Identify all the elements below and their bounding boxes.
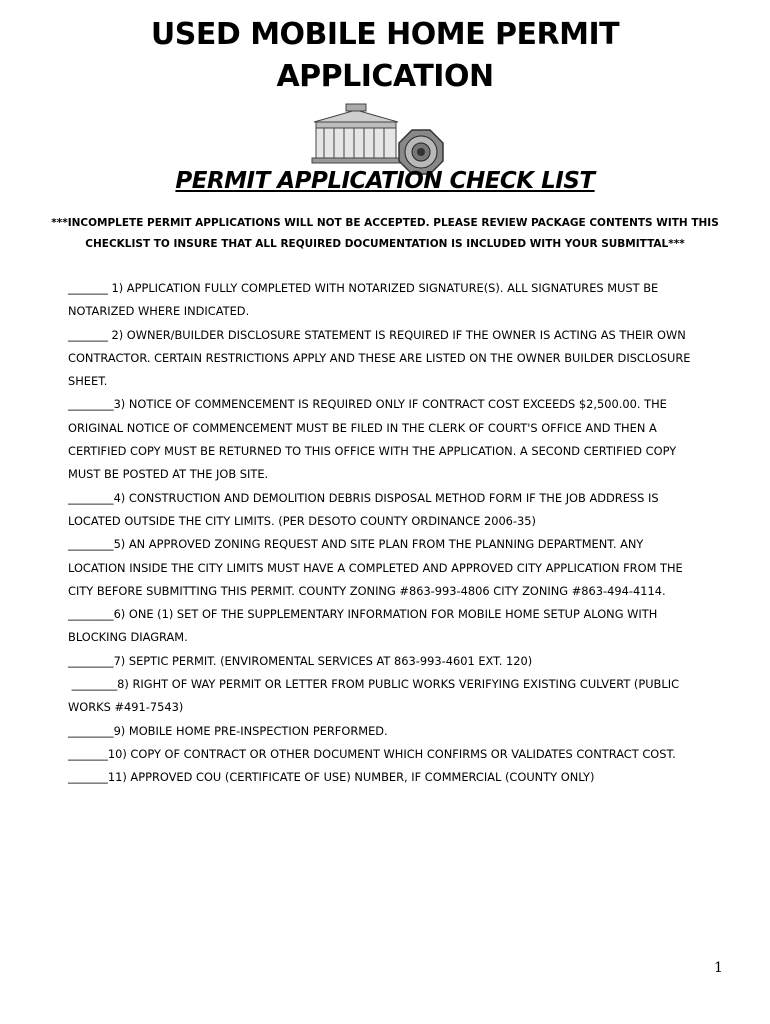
warning-line-1: ***INCOMPLETE PERMIT APPLICATIONS WILL NOT BE ACCEPTED. PLEASE REVIEW PACKAGE CONTENTS WITH THIS bbox=[51, 217, 719, 229]
checklist-item-2 bbox=[68, 324, 738, 394]
checklist-line: WORKS #491-7543) bbox=[68, 700, 184, 715]
checklist-item-3 bbox=[68, 393, 738, 486]
checklist-line: ________4) CONSTRUCTION AND DEMOLITION DEBRIS DISPOSAL METHOD FORM IF THE JOB ADDRESS IS bbox=[68, 490, 659, 505]
checklist-line: CERTIFIED COPY MUST BE RETURNED TO THIS OFFICE WITH THE APPLICATION. A SECOND CERTIFIED COPY bbox=[68, 444, 677, 459]
checklist-line: _______10) COPY OF CONTRACT OR OTHER DOCUMENT WHICH CONFIRMS OR VALIDATES CONTRACT COST. bbox=[68, 746, 676, 761]
checklist-item-5 bbox=[68, 533, 738, 603]
checklist-line: CITY BEFORE SUBMITTING THIS PERMIT. COUNTY ZONING #863-993-4806 CITY ZONING #863-494-4114. bbox=[68, 583, 666, 598]
checklist-line: _______ 2) OWNER/BUILDER DISCLOSURE STATEMENT IS REQUIRED IF THE OWNER IS ACTING AS THEIR OWN bbox=[68, 327, 686, 342]
checklist-line: NOTARIZED WHERE INDICATED. bbox=[68, 304, 250, 319]
checklist-line: ________9) MOBILE HOME PRE-INSPECTION PERFORMED. bbox=[68, 723, 388, 738]
checklist-line: MUST BE POSTED AT THE JOB SITE. bbox=[68, 467, 269, 482]
checklist-item-10 bbox=[68, 743, 738, 766]
checklist-item-11 bbox=[68, 766, 738, 789]
checklist-item-8 bbox=[68, 673, 738, 720]
checklist-line: LOCATION INSIDE THE CITY LIMITS MUST HAVE A COMPLETED AND APPROVED CITY APPLICATION FROM THE bbox=[68, 560, 683, 575]
incomplete-application-warning bbox=[20, 213, 750, 255]
checklist-item-1 bbox=[68, 277, 738, 324]
checklist-item-9 bbox=[68, 720, 738, 743]
checklist-line: _______ 1) APPLICATION FULLY COMPLETED WITH NOTARIZED SIGNATURE(S). ALL SIGNATURES MUST BE bbox=[68, 281, 659, 295]
checklist-line: ________3) NOTICE OF COMMENCEMENT IS REQUIRED ONLY IF CONTRACT COST EXCEEDS $2,500.00. THE bbox=[68, 397, 667, 412]
checklist-item-4 bbox=[68, 487, 738, 534]
checklist-line: _______11) APPROVED COU (CERTIFICATE OF USE) NUMBER, IF COMMERCIAL (COUNTY ONLY) bbox=[68, 770, 595, 785]
checklist-line: ________6) ONE (1) SET OF THE SUPPLEMENTARY INFORMATION FOR MOBILE HOME SETUP ALONG WITH bbox=[68, 607, 658, 622]
checklist-item-7 bbox=[68, 650, 738, 673]
checklist-line: BLOCKING DIAGRAM. bbox=[68, 630, 188, 645]
checklist-line: ORIGINAL NOTICE OF COMMENCEMENT MUST BE FILED IN THE CLERK OF COURT'S OFFICE AND THEN A bbox=[68, 420, 657, 435]
checklist bbox=[68, 277, 738, 790]
checklist-line: ________7) SEPTIC PERMIT. (ENVIROMENTAL SERVICES AT 863-993-4601 EXT. 120) bbox=[68, 653, 533, 668]
checklist-line: LOCATED OUTSIDE THE CITY LIMITS. (PER DESOTO COUNTY ORDINANCE 2006-35) bbox=[68, 513, 536, 528]
title-line-1: USED MOBILE HOME PERMIT bbox=[150, 17, 620, 52]
page-number: 1 bbox=[714, 960, 723, 976]
warning-line-2: CHECKLIST TO INSURE THAT ALL REQUIRED DOCUMENTATION IS INCLUDED WITH YOUR SUBMITTAL*** bbox=[85, 238, 685, 250]
document-title bbox=[0, 14, 770, 98]
checklist-heading: PERMIT APPLICATION CHECK LIST bbox=[175, 168, 595, 194]
checklist-line: ________5) AN APPROVED ZONING REQUEST AND SITE PLAN FROM THE PLANNING DEPARTMENT. ANY bbox=[68, 537, 644, 552]
checklist-line: CONTRACTOR. CERTAIN RESTRICTIONS APPLY AND THESE ARE LISTED ON THE OWNER BUILDER DISCLOSURE bbox=[68, 350, 691, 365]
title-line-2: APPLICATION bbox=[276, 59, 494, 94]
checklist-item-6 bbox=[68, 603, 738, 650]
checklist-line: SHEET. bbox=[68, 374, 108, 389]
checklist-line: ________8) RIGHT OF WAY PERMIT OR LETTER FROM PUBLIC WORKS VERIFYING EXISTING CULVERT (PUBLIC bbox=[68, 677, 680, 692]
